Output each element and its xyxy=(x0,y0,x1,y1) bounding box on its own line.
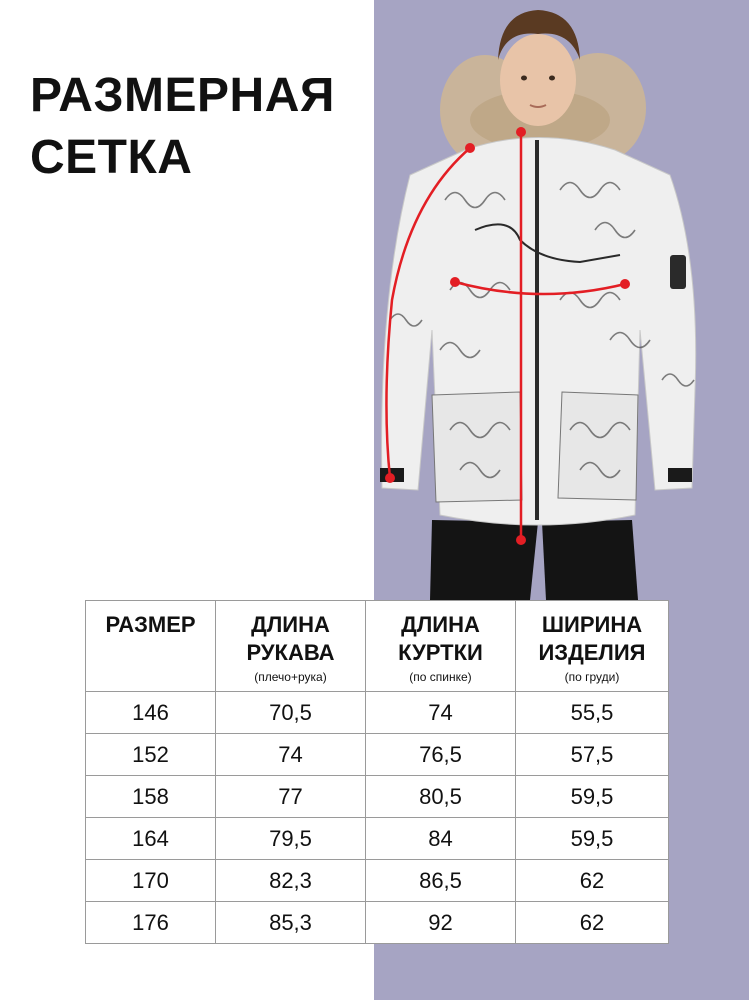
header-size-title: РАЗМЕР xyxy=(105,612,196,637)
cell-size: 164 xyxy=(86,818,216,860)
cell-chest-width: 62 xyxy=(516,902,669,944)
cell-jacket-length: 76,5 xyxy=(366,734,516,776)
table-row xyxy=(86,776,669,818)
table-row xyxy=(86,860,669,902)
cell-sleeve-length: 85,3 xyxy=(216,902,366,944)
cell-jacket-length: 84 xyxy=(366,818,516,860)
cell-chest-width: 59,5 xyxy=(516,776,669,818)
header-sleeve-title-2: РУКАВА xyxy=(246,640,335,665)
header-width-title-2: ИЗДЕЛИЯ xyxy=(538,640,646,665)
header-width-title-1: ШИРИНА xyxy=(541,612,643,637)
cell-size: 170 xyxy=(86,860,216,902)
cell-sleeve-length: 77 xyxy=(216,776,366,818)
header-size xyxy=(86,601,216,692)
cell-chest-width: 62 xyxy=(516,860,669,902)
header-width-note: (по груди) xyxy=(564,670,620,684)
size-chart-table xyxy=(85,600,669,944)
header-chest-width xyxy=(516,601,669,692)
header-jacket-title-1: ДЛИНА xyxy=(401,612,480,637)
table-row xyxy=(86,734,669,776)
table-row xyxy=(86,818,669,860)
trousers xyxy=(430,520,638,600)
cell-sleeve-length: 79,5 xyxy=(216,818,366,860)
header-jacket-length xyxy=(366,601,516,692)
table-row xyxy=(86,902,669,944)
cell-jacket-length: 92 xyxy=(366,902,516,944)
cell-size: 146 xyxy=(86,692,216,734)
cell-sleeve-length: 74 xyxy=(216,734,366,776)
jacket xyxy=(380,138,696,526)
cell-jacket-length: 86,5 xyxy=(366,860,516,902)
cell-sleeve-length: 70,5 xyxy=(216,692,366,734)
cell-chest-width: 57,5 xyxy=(516,734,669,776)
header-row xyxy=(86,601,669,692)
boy-head xyxy=(498,10,580,126)
header-sleeve-title-1: ДЛИНА xyxy=(251,612,330,637)
title-line-1: РАЗМЕРНАЯ xyxy=(30,69,335,122)
cell-jacket-length: 74 xyxy=(366,692,516,734)
cell-size: 176 xyxy=(86,902,216,944)
cell-sleeve-length: 82,3 xyxy=(216,860,366,902)
page-title xyxy=(30,65,335,189)
header-jacket-note: (по спинке) xyxy=(409,670,472,684)
header-jacket-title-2: КУРТКИ xyxy=(398,640,483,665)
cell-size: 152 xyxy=(86,734,216,776)
header-sleeve-length xyxy=(216,601,366,692)
cell-chest-width: 55,5 xyxy=(516,692,669,734)
table-row xyxy=(86,692,669,734)
header-sleeve-note: (плечо+рука) xyxy=(254,670,327,684)
title-line-2: СЕТКА xyxy=(30,131,193,184)
cell-jacket-length: 80,5 xyxy=(366,776,516,818)
cell-size: 158 xyxy=(86,776,216,818)
cell-chest-width: 59,5 xyxy=(516,818,669,860)
product-photo xyxy=(370,0,710,600)
